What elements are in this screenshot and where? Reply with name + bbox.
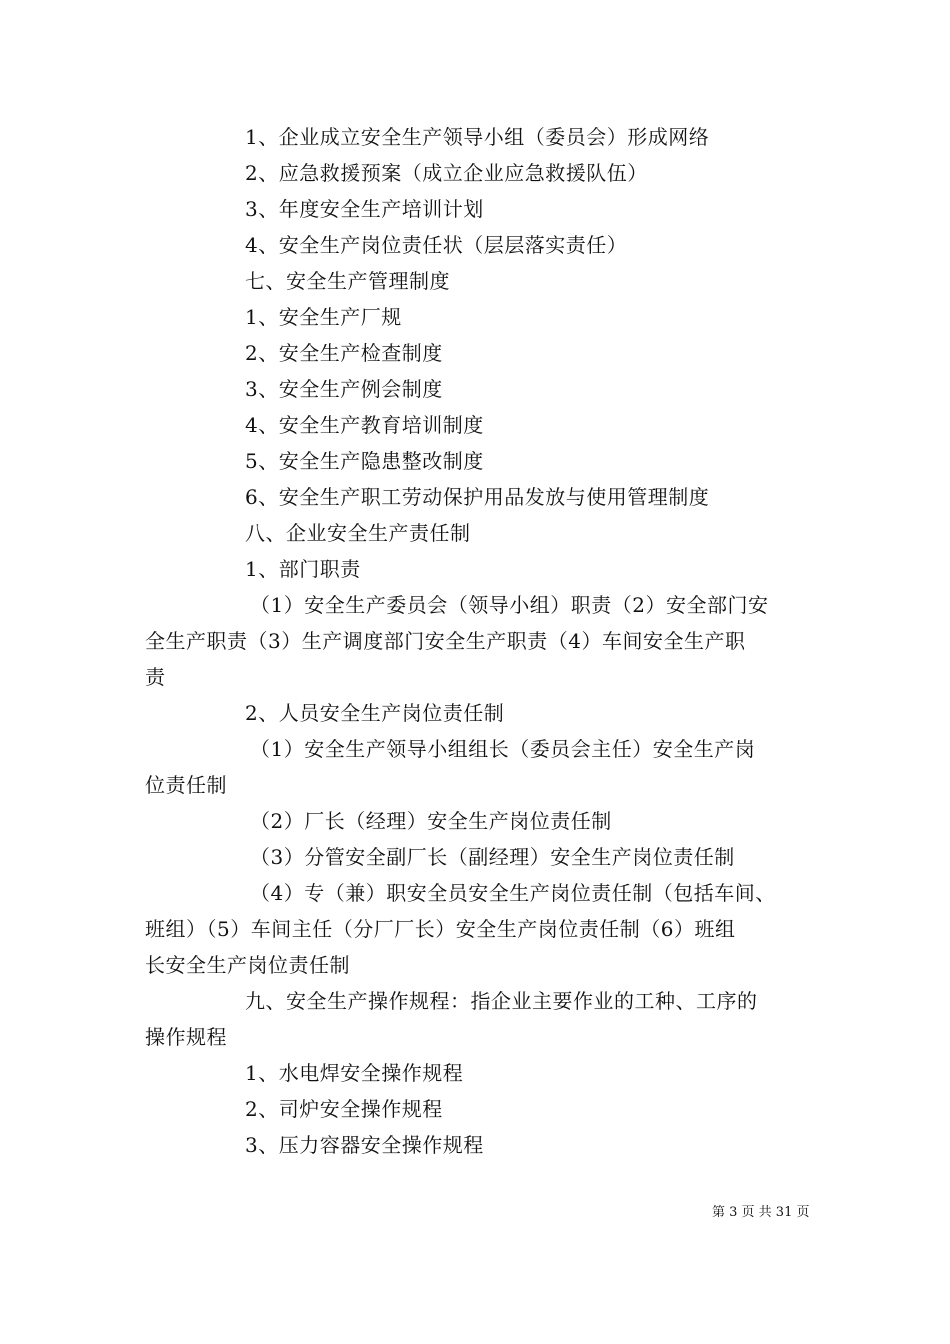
list-item: （2）厂长（经理）安全生产岗位责任制 (250, 809, 612, 833)
list-item: 3、压力容器安全操作规程 (245, 1133, 484, 1157)
list-item: 2、应急救援预案（成立企业应急救援队伍） (245, 161, 648, 185)
list-item: （3）分管安全副厂长（副经理）安全生产岗位责任制 (250, 845, 735, 869)
document-body (145, 119, 810, 1163)
paragraph-line: （1）安全生产领导小组组长（委员会主任）安全生产岗 (250, 737, 756, 761)
paragraph-line: 操作规程 (145, 1025, 227, 1049)
paragraph-line: （1）安全生产委员会（领导小组）职责（2）安全部门安 (250, 593, 769, 617)
list-item: 1、部门职责 (245, 557, 361, 581)
paragraph-line: 全生产职责（3）生产调度部门安全生产职责（4）车间安全生产职 (145, 629, 746, 653)
list-item: 6、安全生产职工劳动保护用品发放与使用管理制度 (245, 485, 710, 509)
list-item: 4、安全生产岗位责任状（层层落实责任） (245, 233, 628, 257)
paragraph-line: 位责任制 (145, 773, 227, 797)
list-item: 1、企业成立安全生产领导小组（委员会）形成网络 (245, 125, 710, 149)
list-item: 3、年度安全生产培训计划 (245, 197, 484, 221)
list-item: 3、安全生产例会制度 (245, 377, 443, 401)
paragraph-line: 责 (145, 665, 166, 689)
list-item: 4、安全生产教育培训制度 (245, 413, 484, 437)
section-heading: 八、企业安全生产责任制 (245, 521, 471, 545)
paragraph-line: 长安全生产岗位责任制 (145, 953, 350, 977)
section-heading: 九、安全生产操作规程：指企业主要作业的工种、工序的 (245, 989, 758, 1013)
page-number: 第 3 页 共 31 页 (712, 1205, 810, 1220)
paragraph-line: （4）专（兼）职安全员安全生产岗位责任制（包括车间、 (250, 881, 776, 905)
list-item: 5、安全生产隐患整改制度 (245, 449, 484, 473)
list-item: 1、水电焊安全操作规程 (245, 1061, 464, 1085)
list-item: 2、人员安全生产岗位责任制 (245, 701, 505, 725)
list-item: 1、安全生产厂规 (245, 305, 402, 329)
section-heading: 七、安全生产管理制度 (245, 269, 450, 293)
list-item: 2、司炉安全操作规程 (245, 1097, 443, 1121)
paragraph-line: 班组）（5）车间主任（分厂厂长）安全生产岗位责任制（6）班组 (145, 917, 736, 941)
list-item: 2、安全生产检查制度 (245, 341, 443, 365)
